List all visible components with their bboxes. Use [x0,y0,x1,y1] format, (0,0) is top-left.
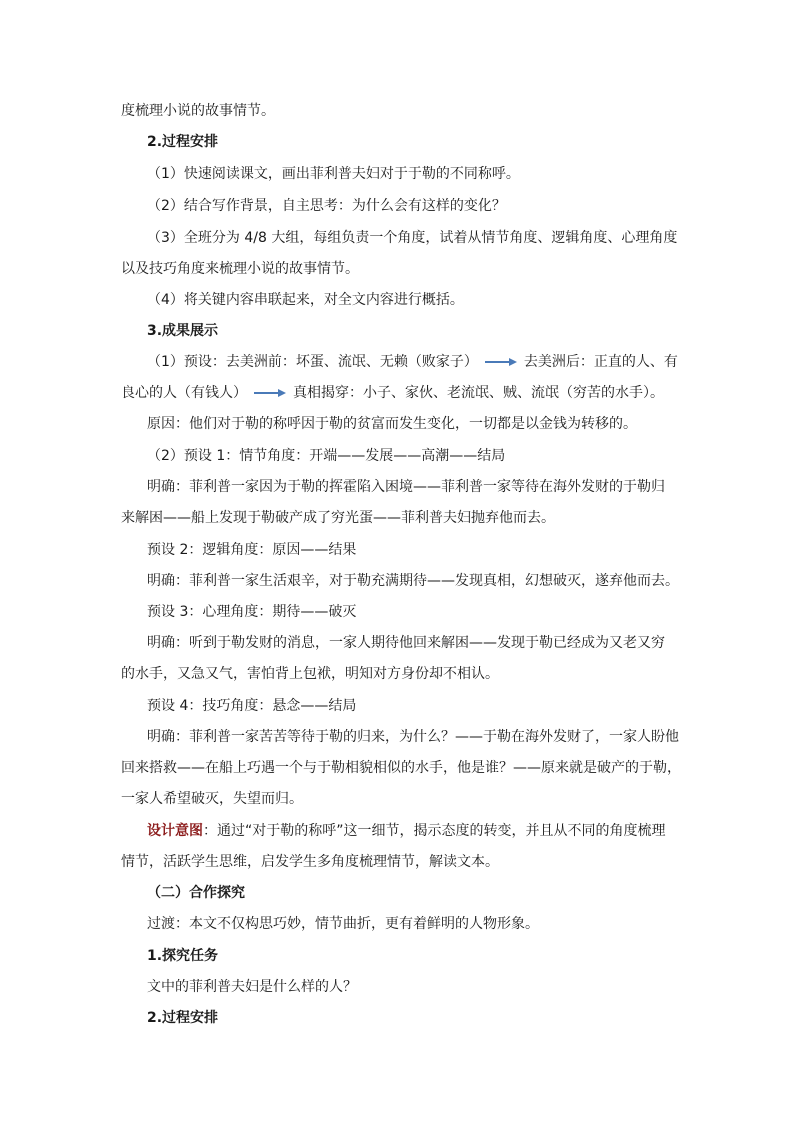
section-heading: 1.探究任务 [147,948,219,964]
step-item: （2）结合写作背景，自主思考：为什么会有这样的变化？ [147,198,506,214]
answer-continuation: 来解困——船上发现于勒破产成了穷光蛋——菲利普夫妇抛弃他而去。 [121,510,555,526]
answer-continuation: 一家人希望破灭，失望而归。 [121,791,303,807]
result-text-after: 去美洲后：正直的人、有 [523,354,678,370]
preset-item: 预设 2：逻辑角度：原因——结果 [147,542,357,558]
right-arrow-icon [253,388,287,398]
answer-continuation: 的水手，又急又气，害怕背上包袱，明知对方身份却不相认。 [121,666,499,682]
design-intent-text: ：通过“对于勒的称呼”这一细节，揭示态度的转变，并且从不同的角度梳理 [203,823,666,839]
preset-item: 预设 4：技巧角度：悬念——结局 [147,698,357,714]
result-line [147,352,678,372]
design-intent-tag: 设计意图 [147,823,203,839]
result-text-truth: 真相揭穿：小子、家伙、老流氓、贼、流氓（穷苦的水手）。 [293,385,664,401]
result-line [121,383,664,403]
answer-paragraph: 明确：菲利普一家苦苦等待于勒的归来，为什么？——于勒在海外发财了，一家人盼他 [147,729,679,745]
answer-paragraph: 明确：菲利普一家生活艰辛，对于勒充满期待——发现真相，幻想破灭，遂弃他而去。 [147,573,679,589]
answer-paragraph: 明确：听到于勒发财的消息，一家人期待他回来解困——发现于勒已经成为又老又穷 [147,635,665,651]
paragraph-continuation: 度梳理小说的故事情节。 [121,103,275,119]
step-item: （3）全班分为 4/8 大组，每组负责一个角度，试着从情节角度、逻辑角度、心理角度 [147,230,678,246]
preset-item: 预设 3：心理角度：期待——破灭 [147,604,357,620]
section-heading: 3.成果展示 [147,323,219,339]
answer-paragraph: 明确：菲利普一家因为于勒的挥霍陷入困境——菲利普一家等待在海外发财的于勒归 [147,479,665,495]
step-item: （1）快速阅读课文，画出菲利普夫妇对于于勒的不同称呼。 [147,166,520,182]
transition-paragraph: 过渡：本文不仅构思巧妙，情节曲折，更有着鲜明的人物形象。 [147,916,539,932]
design-intent-continuation: 情节，活跃学生思维，启发学生多角度梳理情节，解读文本。 [121,854,499,870]
step-item-continuation: 以及技巧角度来梳理小说的故事情节。 [121,261,359,277]
answer-continuation: 回来搭救——在船上巧遇一个与于勒相貌相似的水手，他是谁？——原来就是破产的于勒， [121,760,681,776]
section-heading: 2.过程安排 [147,1010,219,1026]
subsection-heading: （二）合作探究 [147,885,245,901]
step-item: （4）将关键内容串联起来，对全文内容进行概括。 [147,292,464,308]
reason-paragraph: 原因：他们对于勒的称呼因于勒的贫富而发生变化，一切都是以金钱为转移的。 [147,416,637,432]
section-heading: 2.过程安排 [147,134,219,150]
result-text-before: （1）预设：去美洲前：坏蛋、流氓、无赖（败家子） [147,354,478,370]
task-question: 文中的菲利普夫妇是什么样的人？ [147,979,357,995]
right-arrow-icon [484,357,518,367]
result-text-rich: 良心的人（有钱人） [121,385,247,401]
design-intent-paragraph [147,821,666,841]
preset-item: （2）预设 1：情节角度：开端——发展——高潮——结局 [147,448,506,464]
